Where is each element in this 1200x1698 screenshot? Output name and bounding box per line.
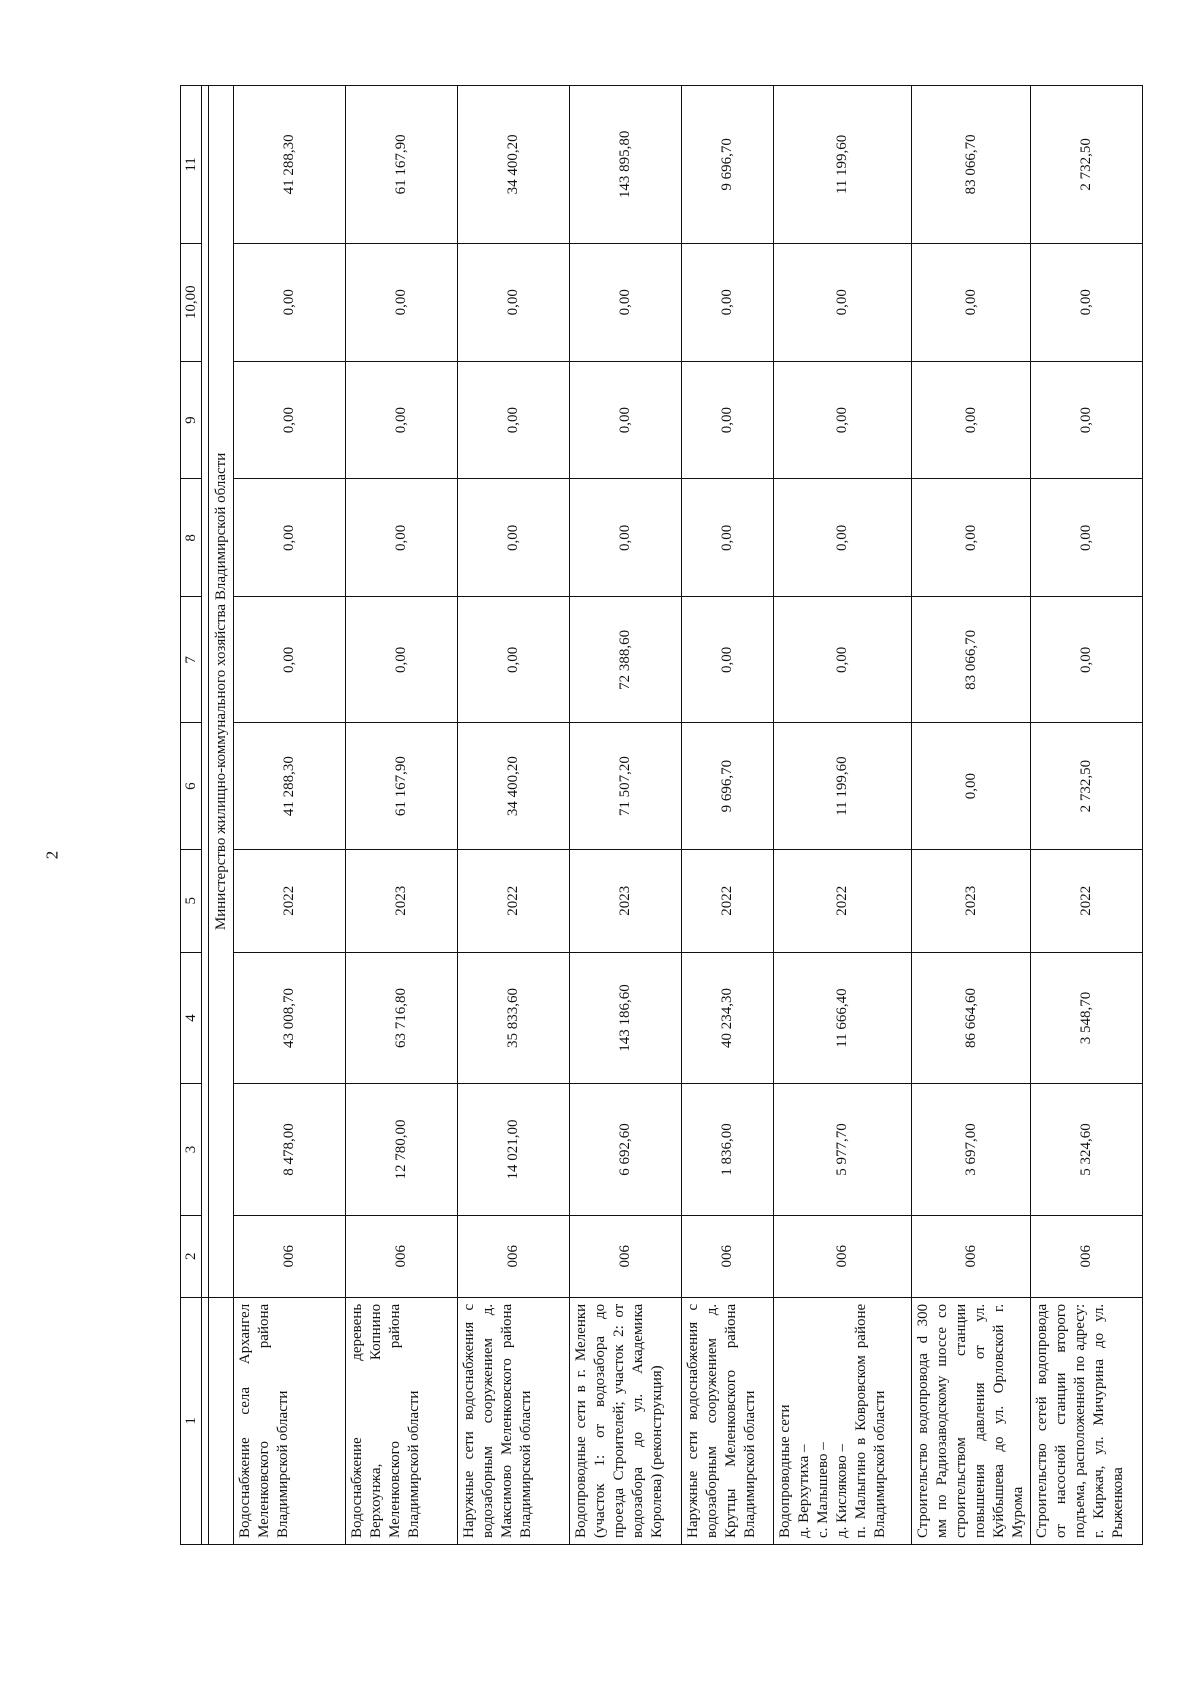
table-cell: 0,00 [682,597,774,723]
table-cell: 0,00 [234,361,346,479]
table-cell: 9 696,70 [682,86,774,244]
column-header: 10,00 [181,243,202,361]
table-cell: 0,00 [912,479,1031,597]
object-name-cell: Наружные сети водоснабжения с водозаборным сооружением д. Максимово Меленковского района Владимирской области [458,1297,570,1544]
table-cell: 12 780,00 [346,1084,458,1215]
object-name-cell: Водопроводные сети в г. Меленки (участок 1: от водозабора до проезда Строителей; участок 2: от водозабора до ул. Академика Королева) (реконструкция) [570,1297,682,1544]
table-cell: 0,00 [346,479,458,597]
table-cell: 0,00 [570,243,682,361]
ministry-blank-cell [209,1297,234,1544]
ministry-row [209,86,234,1545]
table-cell: 006 [774,1215,912,1297]
table-cell: 0,00 [682,243,774,361]
table-cell: 0,00 [234,597,346,723]
table-cell: 3 697,00 [912,1084,1031,1215]
table-cell: 5 324,60 [1031,1084,1143,1215]
table-cell: 006 [234,1215,346,1297]
table-cell: 41 288,30 [234,723,346,849]
table-cell: 2023 [912,849,1031,952]
column-header: 7 [181,597,202,723]
table-cell: 72 388,60 [570,597,682,723]
table-row [234,86,346,1545]
column-header: 3 [181,1084,202,1215]
table-cell: 8 478,00 [234,1084,346,1215]
table-cell: 2 732,50 [1031,723,1143,849]
table-cell: 1 836,00 [682,1084,774,1215]
table-row [774,86,912,1545]
table-row [1031,86,1143,1545]
table-cell: 11 199,60 [774,723,912,849]
table-row [912,86,1031,1545]
table-cell: 143 895,80 [570,86,682,244]
object-name-cell: Наружные сети водоснабжения с водозаборным сооружением д. Крутцы Меленковского района Владимирской области [682,1297,774,1544]
table-cell: 0,00 [774,361,912,479]
table-cell: 0,00 [346,597,458,723]
object-name-line: д. Верхутиха – [796,1444,812,1538]
table-row [458,86,570,1545]
object-name-cell [774,1297,912,1544]
rotated-table-area [180,85,1140,1545]
spacer-row [202,86,209,1545]
table-cell: 86 664,60 [912,952,1031,1083]
table-cell: 61 167,90 [346,723,458,849]
table-cell: 143 186,60 [570,952,682,1083]
table-cell: 0,00 [458,361,570,479]
header-row [181,86,202,1545]
table-cell: 0,00 [234,479,346,597]
object-name-cell: Строительство сетей водопровода от насосной станции второго подъема, расположенной по адресу: г. Киржач, ул. Мичурина до ул. Рыженкова [1031,1297,1143,1544]
table-cell: 2022 [1031,849,1143,952]
table-cell: 2023 [570,849,682,952]
table-cell: 006 [570,1215,682,1297]
table-cell: 71 507,20 [570,723,682,849]
table-cell: 0,00 [682,361,774,479]
table-cell: 83 066,70 [912,86,1031,244]
table-cell: 0,00 [1031,361,1143,479]
table-cell: 2022 [774,849,912,952]
table-cell: 6 692,60 [570,1084,682,1215]
table-cell: 0,00 [774,243,912,361]
program-table [180,85,1143,1545]
spacer-cell [202,86,209,1298]
table-cell: 34 400,20 [458,86,570,244]
table-cell: 2022 [458,849,570,952]
table-cell: 61 167,90 [346,86,458,244]
column-header: 9 [181,361,202,479]
table-cell: 34 400,20 [458,723,570,849]
table-cell: 0,00 [570,361,682,479]
table-cell: 0,00 [458,243,570,361]
table-cell: 9 696,70 [682,723,774,849]
table-cell: 2022 [234,849,346,952]
table-cell: 41 288,30 [234,86,346,244]
object-name-line: д. Кисляково – [834,1444,850,1538]
table-cell: 0,00 [1031,243,1143,361]
table-row [682,86,774,1545]
table-cell: 63 716,80 [346,952,458,1083]
table-cell: 006 [912,1215,1031,1297]
table-cell: 0,00 [458,597,570,723]
column-header: 2 [181,1215,202,1297]
table-cell: 0,00 [570,479,682,597]
table-cell: 006 [458,1215,570,1297]
table-cell: 3 548,70 [1031,952,1143,1083]
column-header: 1 [181,1297,202,1544]
table-cell: 40 234,30 [682,952,774,1083]
table-cell: 0,00 [774,479,912,597]
page-number: 2 [42,850,62,860]
column-header: 11 [181,86,202,244]
table-cell: 43 008,70 [234,952,346,1083]
object-name-cell: Водоснабжение села Архангел Меленковского района Владимирской области [234,1297,346,1544]
table-row [346,86,458,1545]
table-cell: 0,00 [912,243,1031,361]
object-name-cell: Строительство водопровода d 300 мм по Радиозаводскому шоссе со строительством станции повышения давления от ул. Куйбышева до ул. Орловской г. Мурома [912,1297,1031,1544]
table-cell: 11 666,40 [774,952,912,1083]
table-cell: 83 066,70 [912,597,1031,723]
table-cell: 0,00 [682,479,774,597]
table-cell: 14 021,00 [458,1084,570,1215]
table-cell: 2023 [346,849,458,952]
column-header: 8 [181,479,202,597]
table-cell: 006 [346,1215,458,1297]
table-cell: 0,00 [912,361,1031,479]
table-cell: 0,00 [346,243,458,361]
column-header: 4 [181,952,202,1083]
object-name-line: с. Малышево – [815,1442,831,1538]
table-cell: 006 [1031,1215,1143,1297]
object-name-line: п. Малыгино в Ковровском районе Владимирской области [853,1303,888,1538]
table-cell: 35 833,60 [458,952,570,1083]
table-cell: 0,00 [912,723,1031,849]
table-cell: 5 977,70 [774,1084,912,1215]
column-header: 6 [181,723,202,849]
table-cell: 0,00 [346,361,458,479]
table-cell: 0,00 [458,479,570,597]
table-cell: 006 [682,1215,774,1297]
table-cell: 0,00 [1031,597,1143,723]
table-row [570,86,682,1545]
table-cell: 0,00 [1031,479,1143,597]
table-cell: 11 199,60 [774,86,912,244]
table-wrapper [180,85,1140,1545]
column-header: 5 [181,849,202,952]
object-name-cell: Водоснабжение деревень Верхоунжа, Копнино Меленковского района Владимирской области [346,1297,458,1544]
table-cell: 2022 [682,849,774,952]
table-cell: 0,00 [234,243,346,361]
table-cell: 0,00 [774,597,912,723]
table-cell: 2 732,50 [1031,86,1143,244]
object-name-line: Водопроводные сети [777,1404,793,1538]
ministry-title: Министерство жилищно-коммунального хозяйства Владимирской области [209,86,234,1298]
spacer-cell [202,1297,209,1544]
